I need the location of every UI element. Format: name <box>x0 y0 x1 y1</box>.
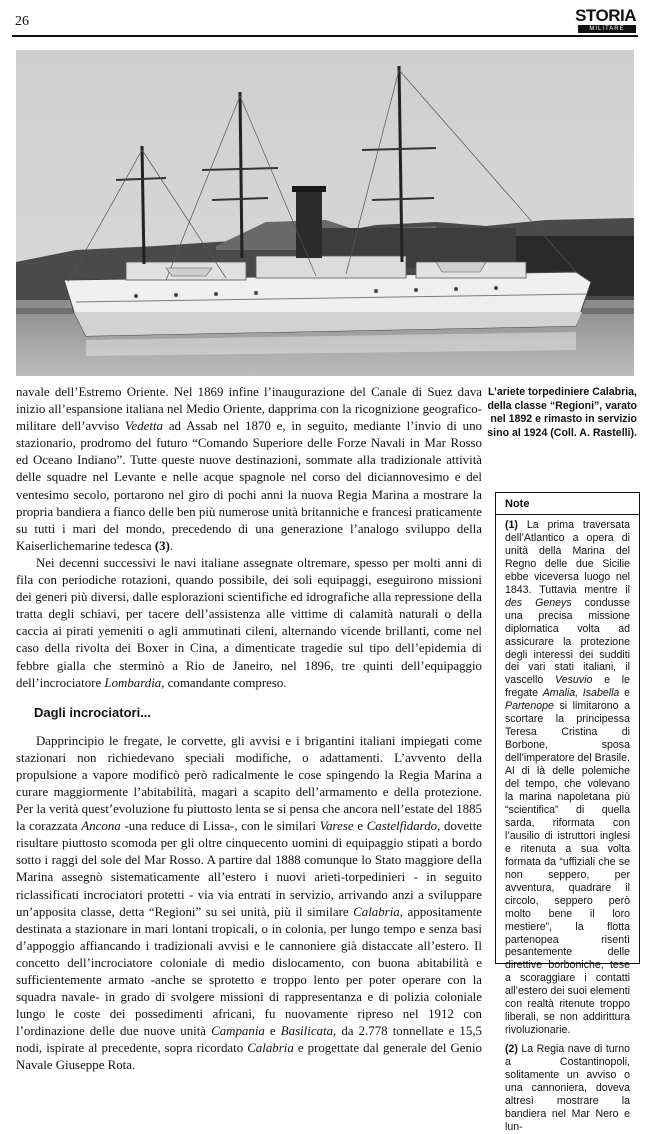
note-2: (2) La Regia nave di turno a Costantinopoli, solitamente un avviso o una cannoniera, doveva altresì mostrare la bandiera nel Mar Nero e lun- <box>505 1043 630 1133</box>
paragraph-1: navale dell’Estremo Oriente. Nel 1869 infine l’inaugurazione del Canale di Suez dava inizio all’espansione italiana nel Medio Oriente, dapprima con la ricognizione geografico-militare dell’avviso Vedetta ad Assab nel 1870 e, in seguito, mediante l’invio di uno stazionario, prodromo del futuro “Comando Superiore delle Forze Navali in Mar Rosso ed Oceano Indiano”. Tutte queste nuove destinazioni, sommate alla tradizionale attività delle squadre nel Levante e nelle acque spagnole nel corso del diciannovesimo e del ventesimo secolo, portarono nel giro di pochi anni la nuova Regia Marina a mostrare la propria bandiera a fianco delle ben più numerose unità britanniche e francesi praticamente su tutti i mari del mondo, precedendo di una generazione l’analogo sviluppo della Kaiserlichemarine tedesca (3). <box>16 385 483 553</box>
paragraph-3: Dapprincipio le fregate, le corvette, gli avvisi e i brigantini italiani impiegati come stazionari non richiedevano speciali modifiche, o adattamenti. L’avvento della propulsione a vapore modificò però radicalmente le cose spingendo la Regia Marina a curare maggiormente l’abitabilità, magari a scapito dell’armamento e della protezione. Per la verità quest’evoluzione fu piuttosto lenta se si pensa che ancora nell’estate del 1885 la corazzata Ancona -una reduce di Lissa-, con le similari Varese e Castelfidardo, dovette risultare piuttosto scomoda per gli oltre cinquecento uomini di equipaggio stipati a bordo sotto i raggi del sole del Mar Rosso. A partire dal 1888 comunque lo Stato maggiore della Marina assegnò sistematicamente all’estero i nuovi arieti-torpedinieri - in seguito riclassificati incrociatori protetti - via via entrati in servizio, arrivando anzi a sviluppare un’apposita classe, detta “Regioni” su sei unità, più il similare Calabria, appositamente destinata a stazionare in mari lontani tropicali, o in colonia, per lungo tempo e senza basi d’appoggio affiancando i tradizionali avvisi e le cannoniere già distaccate all’estero. Il concetto dell’incrociatore coloniale di medio dislocamento, con buona abitabilità e sufficientemente armato -anche se sprotetto e troppo lento per poter operare con la squadra navale- in grado di svolgere missioni di rappresentanza e di polizia coloniale lungo le coste dei possedimenti africani, fu nuovamente ripreso nel 1912 con l’ordinazione delle due nuove unità Campania e Basilicata, da 2.778 tonnellate e 15,5 nodi, ispirate al precedente, sopra ricordato Calabria e progettate dal generale del Genio Navale Giuseppe Rota. <box>16 733 482 1073</box>
ship-photograph <box>16 50 634 376</box>
paragraph-2: Nei decenni successivi le navi italiane assegnate oltremare, spesso per molti anni di fila con periodiche rotazioni, quando possibile, dei soli equipaggi, eseguirono missioni dei generi più diversi, dalle esplorazioni scientifiche ed idrografiche alla repressione della tratta degli schiavi, per tacere dell’assistenza alle vittime di calamità naturali o della caccia ai pirati yemeniti o agli ammutinati cileni, alternando vicende brillanti, come nel caso della rivolta dei Boxer in Cina, a dimenticate tragedie sul tipo dell’epidemia di febbre gialla che sterminò a Rio de Janeiro, nel 1896, tre quinti dell’equipaggio dell’incrociatore Lombardia, comandante compreso. <box>16 555 482 690</box>
section-heading: Dagli incrociatori... <box>34 704 152 720</box>
magazine-logo <box>566 7 636 33</box>
logo-title: STORIA <box>575 6 636 25</box>
photo-caption: L’ariete torpediniere Calabria, della classe “Regioni”, varato nel 1892 e rimasto in servizio sino al 1924 (Coll. A. Rastelli). <box>487 386 637 439</box>
header-rule <box>12 35 638 37</box>
notes-divider <box>496 514 639 515</box>
article-body <box>16 384 482 1075</box>
notes-title: Note <box>505 498 530 510</box>
note-1: (1) La prima traversata dell’Atlantico a opera di unità della Marina del Regno delle due Sicilie ebbe viceversa luogo nel 1843. Tuttavia mentre il des Geneys condusse una precisa missione diplomatica volta ad assicurare la protezione degli interessi dei sudditi dei vari stati italiani, il vascello Vesuvio e le fregate Amalia, Isabella e Partenope si limitarono a scortare la principessa Teresa Cristina di Borbone, sposa dell’imperatore del Brasile. Al di là delle polemiche del tempo, che volevano la marina napoletana più “scientifica” di quella sarda, riformata con l’ausilio di istruttori inglesi e ritenuta a sua volta formata da “uffiziali che se non seppero, per avventura, quadrare il circolo, seppero però molto bene il loro mestiere”, la flotta partenopea risentì pesantemente delle direttive borboniche, tese a scoraggiare i contatti all’estero dei suoi elementi con realtà ritenute troppo liberali, se non addirittura rivoluzionarie. <box>505 519 631 1037</box>
logo-subtitle: MILITARE <box>578 25 636 33</box>
page-number: 26 <box>15 14 29 29</box>
notes-box <box>495 492 640 1133</box>
